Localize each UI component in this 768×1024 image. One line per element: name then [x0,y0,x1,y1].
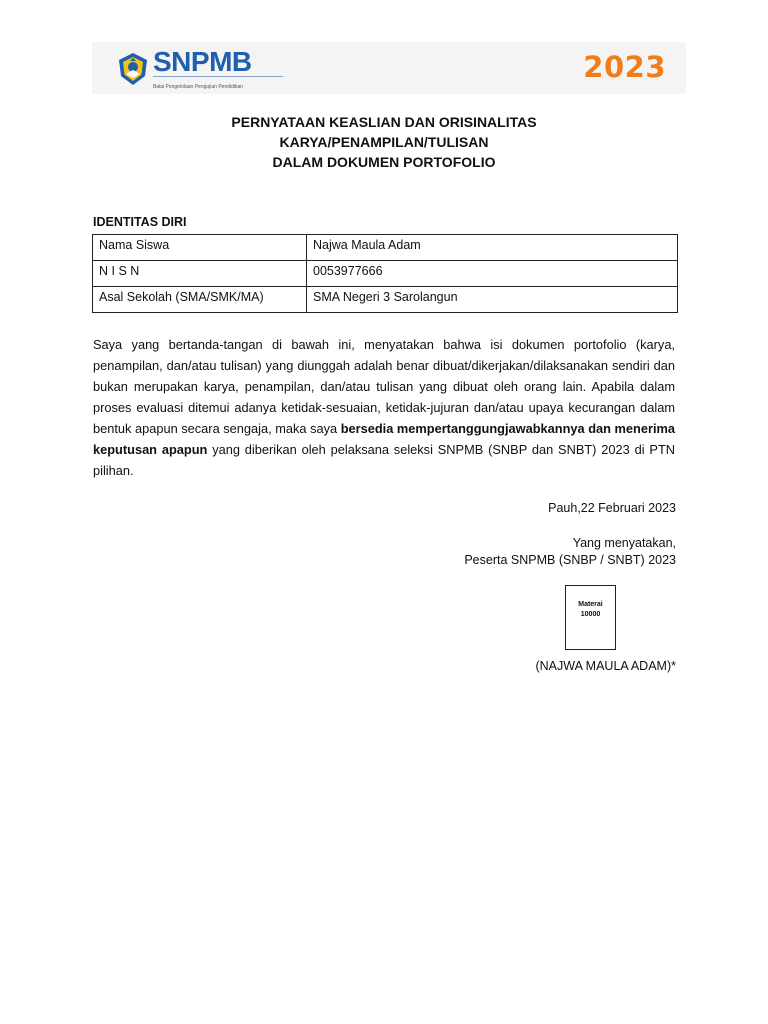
snpmb-logo [116,48,276,90]
materai-stamp-box [565,585,616,650]
declaration-line-1: Yang menyatakan, [572,536,676,550]
title-line-2: KARYA/PENAMPILAN/TULISAN [279,134,489,150]
statement-text-bold: bersedia mempertanggungjawabkannya dan menerima keputusan apapun [93,421,675,457]
table-row [93,261,678,287]
identity-label-school: Asal Sekolah (SMA/SMK/MA) [93,287,307,313]
signer-name: (NAJWA MAULA ADAM)* [535,659,676,673]
header-year: 2023 [583,50,666,84]
identity-table [92,234,678,313]
place-date: Pauh,22 Februari 2023 [548,501,676,515]
declaration-block [464,535,676,569]
tut-wuri-handayani-emblem-icon [116,52,150,86]
statement-text-start: Saya yang bertanda-tangan di bawah ini, menyatakan bahwa isi dokumen portofolio (karya, penampilan, dan/atau tulisan) yang diunggah adalah benar dibuat/dikerjakan/dilaksanakan sendiri dan bukan merupakan karya, penampilan, dan/atau tulisan yang dibuat oleh orang lain. Apabila dalam proses evaluasi ditemui adanya ketidak-sesuaian, ketidak-jujuran dan/atau upaya kecurangan dalam bentuk apapun secara sengaja, maka saya [93,337,675,436]
statement-paragraph [93,334,675,481]
document-title [0,112,768,172]
brand-divider [153,76,283,82]
identity-heading: IDENTITAS DIRI [93,215,187,229]
brand-name: SNPMB [153,46,252,77]
title-line-1: PERNYATAAN KEASLIAN DAN ORISINALITAS [231,114,537,130]
table-row [93,287,678,313]
stamp-value: 10000 [580,611,601,618]
identity-value-name: Najwa Maula Adam [307,235,678,261]
title-line-3: DALAM DOKUMEN PORTOFOLIO [272,154,496,170]
identity-value-school: SMA Negeri 3 Sarolangun [307,287,678,313]
statement-text-end: yang diberikan oleh pelaksana seleksi SNPMB (SNBP dan SNBT) 2023 di PTN pilihan. [93,442,675,478]
brand-subtitle: Balai Pengelolaan Pengujian Pendidikan [153,84,244,90]
stamp-label: Materai [578,601,603,608]
header-banner [92,42,686,94]
table-row [93,235,678,261]
declaration-line-2: Peserta SNPMB (SNBP / SNBT) 2023 [464,553,676,567]
identity-label-nisn: N I S N [93,261,307,287]
identity-value-nisn: 0053977666 [307,261,678,287]
identity-label-name: Nama Siswa [93,235,307,261]
